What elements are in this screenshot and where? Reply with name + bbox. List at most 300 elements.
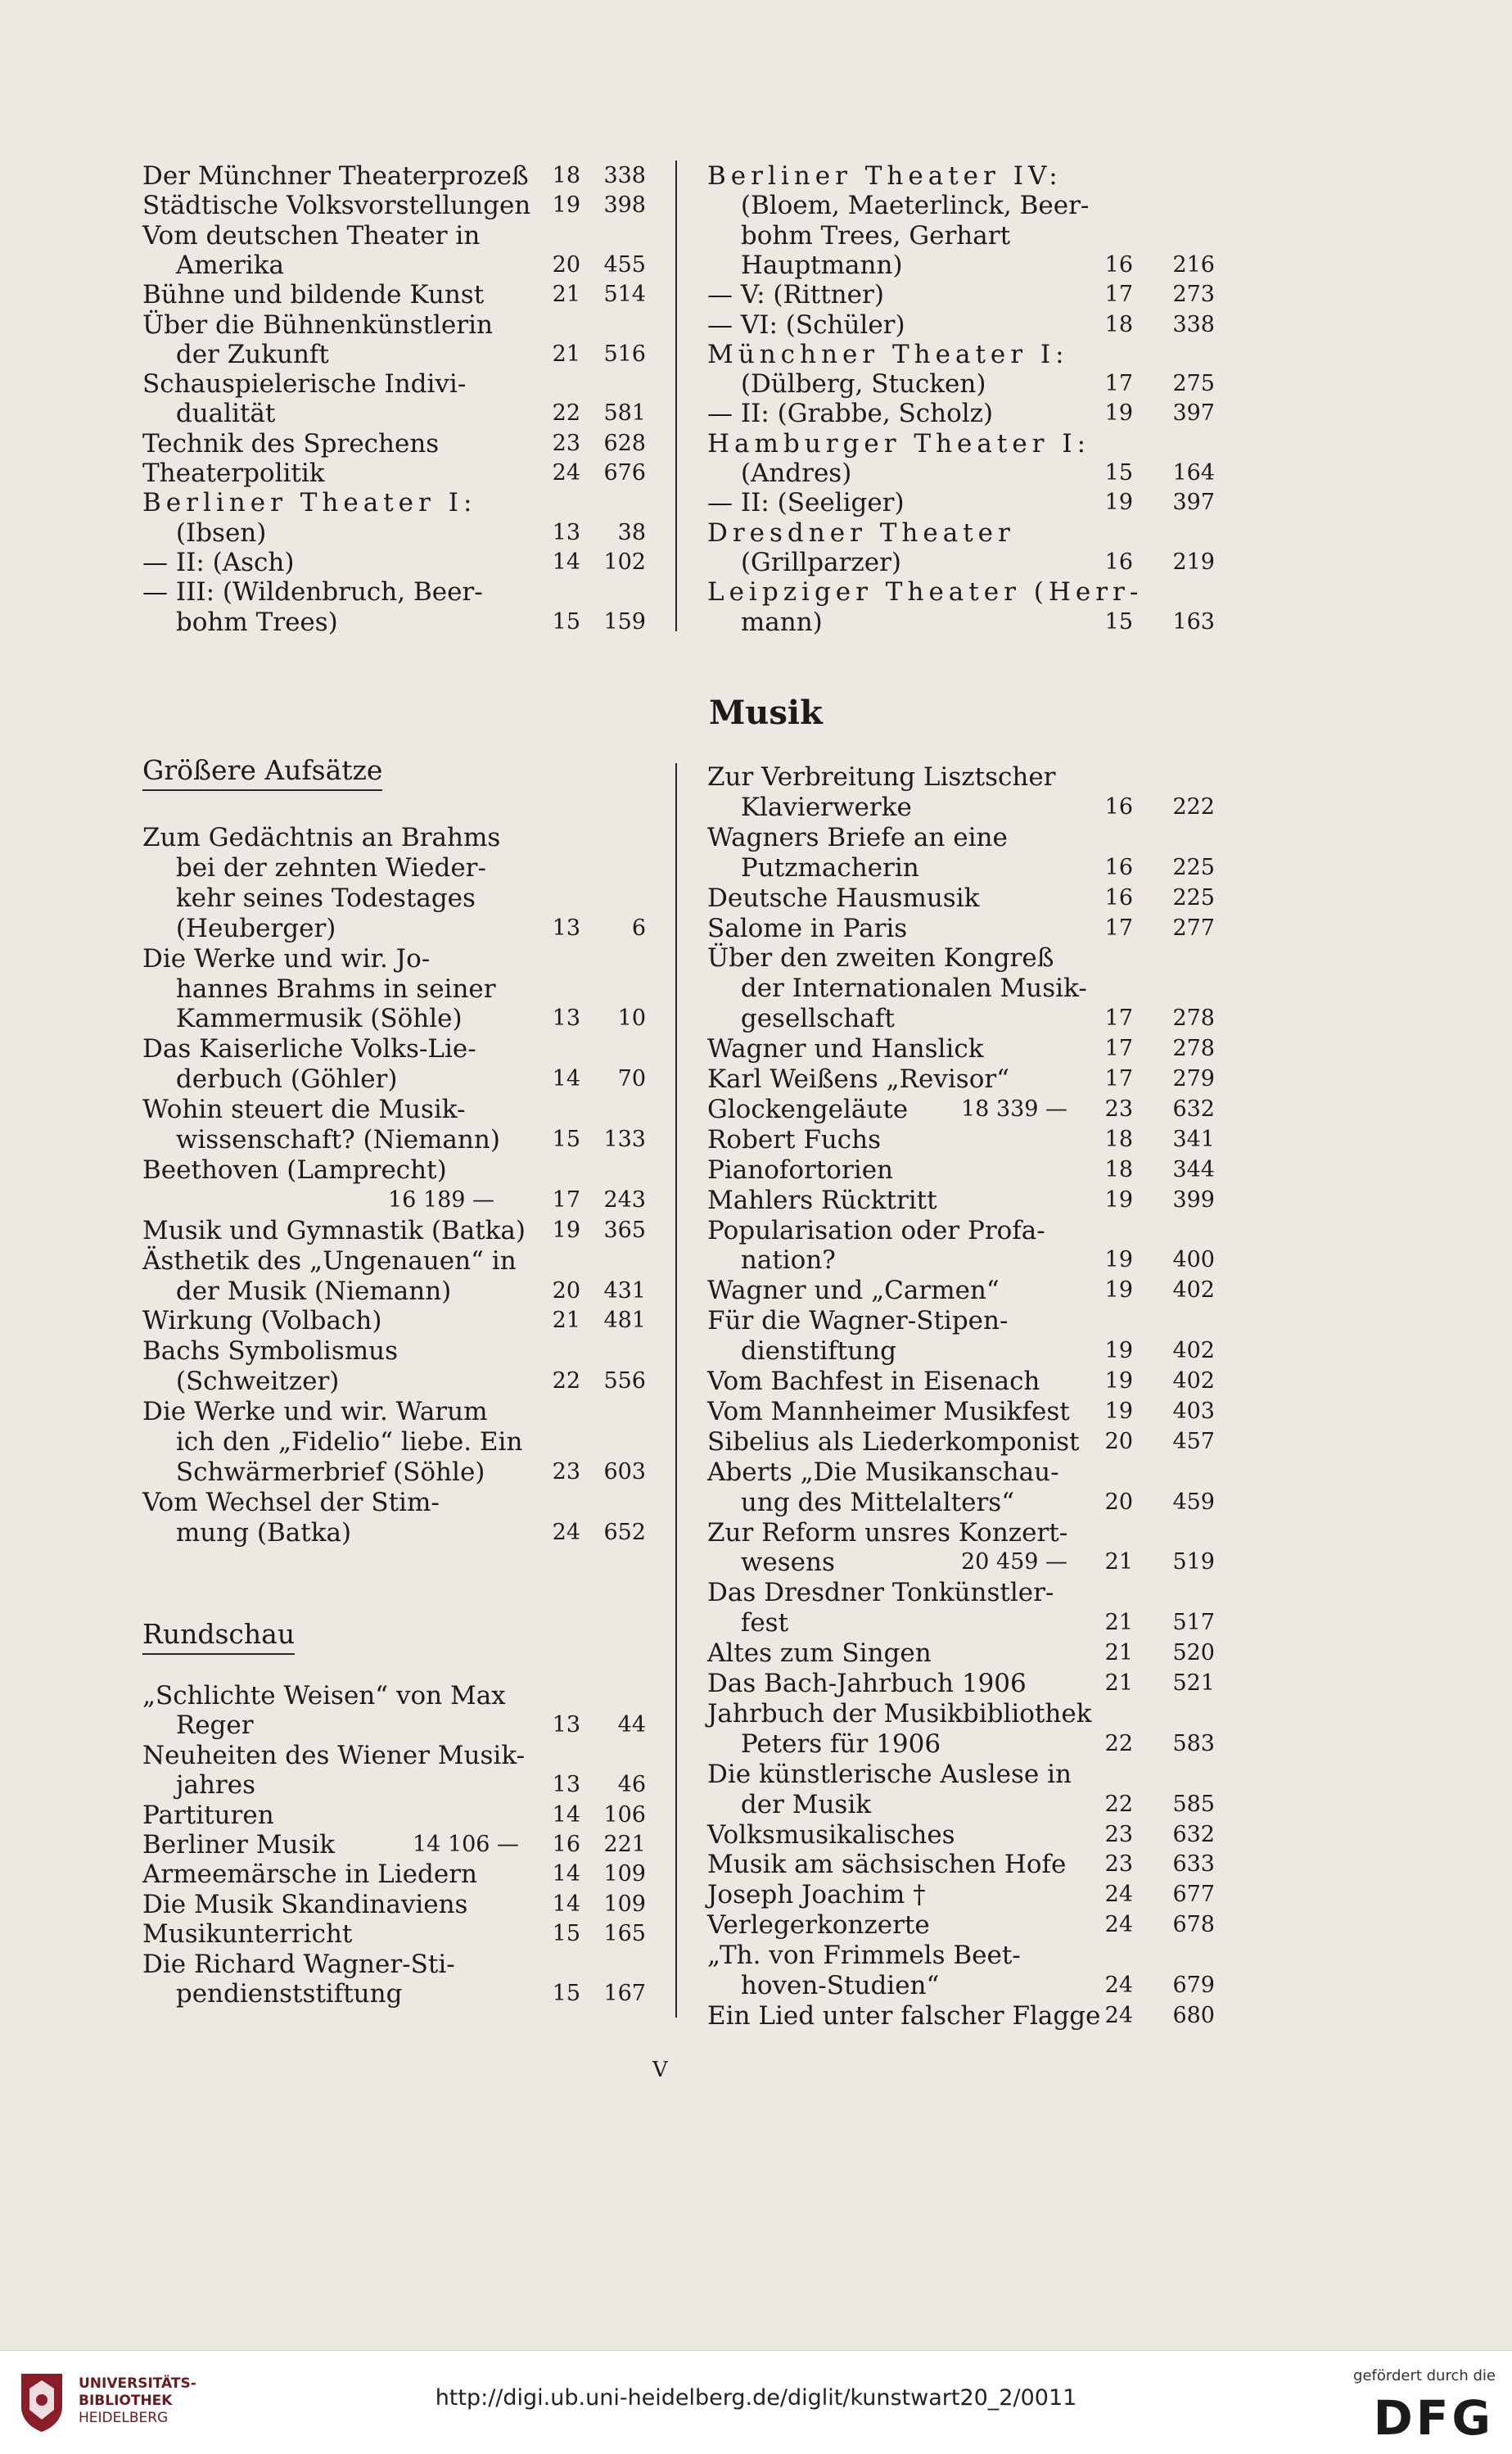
entry-page-number: 225 bbox=[1172, 854, 1215, 880]
entry-title: derbuch (Göhler) bbox=[142, 1064, 398, 1095]
entry-title: Robert Fuchs bbox=[707, 1124, 882, 1155]
index-entry bbox=[142, 1003, 740, 1034]
entry-issue-number: 19 bbox=[1104, 1368, 1133, 1394]
entry-title: Berliner Theater IV: bbox=[707, 161, 1063, 191]
entry-title: Vom Mannheimer Musikfest bbox=[707, 1396, 1070, 1426]
entry-title: Städtische Volksvorstellungen bbox=[142, 191, 531, 221]
entry-title: — V: (Rittner) bbox=[707, 280, 884, 310]
entry-title: Dresdner Theater bbox=[707, 517, 1015, 548]
entry-page-number: 583 bbox=[1172, 1730, 1215, 1756]
index-entry bbox=[142, 974, 740, 1005]
entry-range-start: 18 339 — bbox=[961, 1096, 1068, 1122]
index-entry bbox=[142, 1305, 740, 1336]
entry-issue-number: 15 bbox=[552, 1921, 580, 1947]
entry-issue-number: 21 bbox=[1104, 1640, 1133, 1666]
entry-title: Ein Lied unter falscher Flagge bbox=[707, 2000, 1101, 2031]
index-entry bbox=[707, 822, 1305, 853]
index-entry bbox=[142, 1276, 740, 1307]
entry-issue-number: 17 bbox=[1104, 1036, 1133, 1062]
entry-title: kehr seines Todestages bbox=[142, 883, 476, 913]
entry-title: — II: (Grabbe, Scholz) bbox=[707, 399, 994, 429]
entry-issue-number: 16 bbox=[1104, 251, 1133, 278]
entry-title: der Musik bbox=[707, 1789, 872, 1819]
entry-title: Armeemärsche in Liedern bbox=[142, 1860, 477, 1890]
entry-issue-number: 16 bbox=[1104, 549, 1133, 575]
index-entry bbox=[142, 607, 740, 638]
entry-title: der Internationalen Musik- bbox=[707, 974, 1087, 1004]
entry-title: Neuheiten des Wiener Musik- bbox=[142, 1740, 526, 1770]
entry-issue-number: 24 bbox=[1104, 1882, 1133, 1908]
entry-issue-number: 24 bbox=[1104, 2002, 1133, 2028]
entry-title: Aberts „Die Musikanschau- bbox=[707, 1457, 1059, 1487]
page-number: V bbox=[652, 2058, 668, 2082]
index-entry bbox=[142, 368, 740, 400]
entry-page-number: 680 bbox=[1172, 2002, 1215, 2028]
index-entry bbox=[707, 428, 1305, 459]
entry-issue-number: 22 bbox=[1104, 1791, 1133, 1817]
index-entry bbox=[142, 1426, 740, 1457]
entry-page-number: 399 bbox=[1172, 1186, 1215, 1213]
entry-page-number: 400 bbox=[1172, 1247, 1215, 1273]
entry-title: pendienststiftung bbox=[142, 1979, 403, 2009]
entry-page-number: 277 bbox=[1172, 915, 1215, 941]
index-entry bbox=[707, 1909, 1305, 1941]
index-entry bbox=[142, 1800, 740, 1831]
entry-page-number: 603 bbox=[603, 1458, 646, 1485]
entry-issue-number: 14 bbox=[552, 549, 580, 575]
index-entry bbox=[142, 339, 740, 370]
entry-issue-number: 23 bbox=[552, 1458, 580, 1485]
index-entry bbox=[707, 852, 1305, 884]
entry-title: Für die Wagner-Stipen- bbox=[707, 1306, 1009, 1336]
index-entry bbox=[707, 339, 1305, 370]
entry-title: jahres bbox=[142, 1770, 255, 1801]
entry-title: der Zukunft bbox=[142, 339, 329, 369]
entry-issue-number: 23 bbox=[552, 430, 580, 456]
index-entry bbox=[707, 762, 1305, 793]
index-entry bbox=[707, 1638, 1305, 1669]
entry-title: Die künstlerische Auslese in bbox=[707, 1759, 1072, 1789]
library-name-line-1: UNIVERSITÄTS- bbox=[79, 2375, 196, 2392]
entry-title: Bachs Symbolismus bbox=[142, 1336, 399, 1367]
entry-page-number: 520 bbox=[1172, 1640, 1215, 1666]
index-entry bbox=[142, 398, 740, 429]
entry-issue-number: 13 bbox=[552, 519, 580, 545]
index-entry bbox=[707, 1033, 1305, 1064]
entry-page-number: 397 bbox=[1172, 490, 1215, 516]
entry-issue-number: 23 bbox=[1104, 1821, 1133, 1847]
entry-title: Das Bach-Jahrbuch 1906 bbox=[707, 1669, 1027, 1698]
entry-title: Vom Bachfest in Eisenach bbox=[707, 1367, 1040, 1396]
index-entry bbox=[142, 1185, 740, 1216]
entry-issue-number: 19 bbox=[1104, 1398, 1133, 1424]
entry-page-number: 514 bbox=[603, 282, 646, 308]
entry-issue-number: 22 bbox=[1104, 1730, 1133, 1756]
entry-title: Die Richard Wagner-Sti- bbox=[142, 1949, 455, 1979]
entry-issue-number: 23 bbox=[1104, 1851, 1133, 1878]
entry-issue-number: 17 bbox=[552, 1186, 580, 1213]
index-entry bbox=[707, 1970, 1305, 2001]
entry-issue-number: 17 bbox=[1104, 915, 1133, 941]
index-entry bbox=[707, 1517, 1305, 1548]
index-entry bbox=[142, 1918, 740, 1950]
entry-page-number: 338 bbox=[1172, 311, 1215, 337]
entry-issue-number: 18 bbox=[1104, 1156, 1133, 1182]
entry-title: Zum Gedächtnis an Brahms bbox=[142, 823, 501, 852]
entry-title: (Bloem, Maeterlinck, Beer- bbox=[707, 191, 1090, 221]
entry-issue-number: 21 bbox=[552, 341, 580, 367]
entry-issue-number: 24 bbox=[1104, 1912, 1133, 1938]
entry-title: Vom Wechsel der Stim- bbox=[142, 1487, 440, 1517]
entry-page-number: 167 bbox=[603, 1981, 646, 2006]
entry-issue-number: 20 bbox=[1104, 1489, 1133, 1515]
entry-range-start: 14 106 — bbox=[413, 1832, 520, 1857]
entry-issue-number: 13 bbox=[552, 1006, 580, 1032]
entry-issue-number: 17 bbox=[1104, 282, 1133, 308]
entry-page-number: 398 bbox=[603, 192, 646, 219]
entry-title: Putzmacherin bbox=[707, 852, 919, 883]
entry-title: wesens bbox=[707, 1548, 835, 1578]
entry-title: Schwärmerbrief (Söhle) bbox=[142, 1457, 485, 1487]
index-entry bbox=[142, 1366, 740, 1397]
subhead-rundschau: Rundschau bbox=[142, 1617, 295, 1655]
index-entry bbox=[142, 1710, 740, 1741]
index-entry bbox=[707, 220, 1305, 251]
entry-issue-number: 18 bbox=[1104, 1126, 1133, 1152]
index-entry bbox=[707, 576, 1305, 608]
entry-issue-number: 19 bbox=[552, 1217, 580, 1243]
index-entry bbox=[707, 310, 1305, 341]
entry-title: Musikunterricht bbox=[142, 1919, 353, 1950]
entry-title: Bühne und bildende Kunst bbox=[142, 280, 485, 310]
index-entry bbox=[142, 458, 740, 489]
index-entry bbox=[707, 1305, 1305, 1336]
index-entry bbox=[142, 517, 740, 549]
entry-title: bei der zehnten Wieder- bbox=[142, 852, 486, 883]
library-name-line-2: BIBLIOTHEK bbox=[79, 2393, 173, 2409]
entry-issue-number: 19 bbox=[1104, 1247, 1133, 1273]
entry-page-number: 278 bbox=[1172, 1006, 1215, 1032]
entry-page-number: 519 bbox=[1172, 1549, 1215, 1575]
entry-title: (Schweitzer) bbox=[142, 1367, 340, 1397]
index-entry bbox=[707, 1215, 1305, 1246]
entry-page-number: 517 bbox=[1172, 1610, 1215, 1636]
entry-page-number: 222 bbox=[1172, 793, 1215, 820]
entry-issue-number: 21 bbox=[552, 282, 580, 308]
entry-title: Klavierwerke bbox=[707, 792, 912, 822]
entry-issue-number: 22 bbox=[552, 400, 580, 427]
index-entry bbox=[707, 1607, 1305, 1638]
entry-page-number: 221 bbox=[603, 1832, 646, 1857]
index-entry bbox=[142, 1064, 740, 1095]
index-entry bbox=[707, 1849, 1305, 1880]
index-entry bbox=[142, 1829, 740, 1860]
entry-page-number: 341 bbox=[1172, 1126, 1215, 1152]
entry-issue-number: 20 bbox=[552, 1277, 580, 1304]
viewer-footer bbox=[0, 2350, 1512, 2454]
entry-issue-number: 24 bbox=[1104, 1973, 1133, 1998]
entry-page-number: 278 bbox=[1172, 1036, 1215, 1062]
index-entry bbox=[142, 1740, 740, 1771]
entry-title: hoven-Studien“ bbox=[707, 1971, 940, 2000]
entry-issue-number: 21 bbox=[1104, 1670, 1133, 1696]
entry-title: Popularisation oder Profa- bbox=[707, 1215, 1045, 1245]
index-entry bbox=[142, 576, 740, 608]
entry-issue-number: 16 bbox=[1104, 793, 1133, 820]
index-entry bbox=[142, 822, 740, 853]
index-entry bbox=[707, 1396, 1305, 1427]
index-entry bbox=[142, 279, 740, 310]
index-entry bbox=[142, 1245, 740, 1277]
index-entry bbox=[142, 220, 740, 251]
index-entry bbox=[142, 1215, 740, 1246]
index-entry bbox=[707, 1547, 1305, 1578]
index-entry bbox=[707, 547, 1305, 578]
index-entry bbox=[707, 1668, 1305, 1699]
entry-page-number: 273 bbox=[1172, 282, 1215, 308]
entry-issue-number: 19 bbox=[552, 192, 580, 219]
entry-title: (Grillparzer) bbox=[707, 547, 902, 577]
entry-title: Berliner Musik bbox=[142, 1830, 336, 1860]
index-entry bbox=[142, 310, 740, 341]
entry-title: Wagners Briefe an eine bbox=[707, 822, 1008, 852]
index-entry bbox=[707, 1185, 1305, 1216]
index-entry bbox=[707, 1729, 1305, 1760]
entry-title: — VI: (Schüler) bbox=[707, 310, 905, 340]
index-entry bbox=[707, 1335, 1305, 1367]
entry-title: Die Werke und wir. Warum bbox=[142, 1397, 488, 1427]
entry-title: ich den „Fidelio“ liebe. Ein bbox=[142, 1427, 523, 1457]
entry-issue-number: 20 bbox=[552, 251, 580, 278]
entry-title: mung (Batka) bbox=[142, 1517, 352, 1548]
entry-title: Technik des Sprechens bbox=[142, 428, 440, 459]
entry-title: (Dülberg, Stucken) bbox=[707, 369, 986, 400]
index-entry bbox=[142, 1396, 740, 1427]
entry-title: Wagner und Hanslick bbox=[707, 1034, 984, 1064]
entry-issue-number: 17 bbox=[1104, 371, 1133, 397]
entry-page-number: 165 bbox=[603, 1921, 646, 1947]
entry-title: Karl Weißens „Revisor“ bbox=[707, 1064, 1010, 1094]
entry-issue-number: 18 bbox=[552, 163, 580, 188]
entry-page-number: 481 bbox=[603, 1308, 646, 1334]
index-entry bbox=[707, 973, 1305, 1004]
column-divider-bottom bbox=[675, 763, 677, 2018]
entry-issue-number: 14 bbox=[552, 1861, 580, 1887]
index-entry bbox=[142, 1978, 740, 2009]
entry-issue-number: 24 bbox=[552, 460, 580, 486]
index-entry bbox=[707, 190, 1305, 221]
entry-page-number: 676 bbox=[603, 460, 646, 486]
entry-title: Deutsche Hausmusik bbox=[707, 883, 980, 913]
index-entry bbox=[142, 1889, 740, 1920]
entry-title: (Heuberger) bbox=[142, 913, 336, 943]
entry-page-number: 678 bbox=[1172, 1912, 1215, 1938]
entry-title: fest bbox=[707, 1608, 789, 1638]
entry-page-number: 225 bbox=[1172, 884, 1215, 911]
entry-title: Glockengeläute bbox=[707, 1094, 909, 1124]
entry-issue-number: 17 bbox=[1104, 1066, 1133, 1091]
entry-title: Hauptmann) bbox=[707, 250, 903, 280]
entry-issue-number: 18 bbox=[1104, 311, 1133, 337]
entry-title: dienstiftung bbox=[707, 1336, 896, 1367]
entry-issue-number: 21 bbox=[1104, 1549, 1133, 1575]
index-entry bbox=[707, 160, 1305, 192]
entry-title: ung des Mittelalters“ bbox=[707, 1487, 1015, 1517]
entry-title: — III: (Wildenbruch, Beer- bbox=[142, 577, 483, 608]
entry-page-number: 216 bbox=[1172, 251, 1215, 278]
entry-title: Musik und Gymnastik (Batka) bbox=[142, 1215, 526, 1245]
entry-page-number: 459 bbox=[1172, 1489, 1215, 1515]
entry-page-number: 109 bbox=[603, 1861, 646, 1887]
entry-page-number: 402 bbox=[1172, 1368, 1215, 1394]
index-entry bbox=[707, 250, 1305, 281]
index-entry bbox=[707, 1879, 1305, 1910]
entry-page-number: 44 bbox=[617, 1712, 646, 1738]
index-entry bbox=[142, 913, 740, 944]
entry-title: Die Werke und wir. Jo- bbox=[142, 943, 431, 974]
entry-page-number: 38 bbox=[617, 519, 646, 545]
index-entry bbox=[142, 1487, 740, 1518]
index-entry bbox=[707, 1759, 1305, 1790]
index-entry bbox=[142, 428, 740, 459]
index-entry bbox=[142, 1859, 740, 1890]
entry-title: Zur Reform unsres Konzert- bbox=[707, 1517, 1068, 1548]
entry-title: bohm Trees) bbox=[142, 607, 338, 637]
entry-issue-number: 15 bbox=[1104, 608, 1133, 635]
entry-page-number: 397 bbox=[1172, 400, 1215, 427]
index-entry bbox=[707, 942, 1305, 974]
entry-issue-number: 22 bbox=[552, 1368, 580, 1394]
entry-page-number: 109 bbox=[603, 1891, 646, 1917]
entry-title: nation? bbox=[707, 1245, 836, 1276]
entry-issue-number: 14 bbox=[552, 1891, 580, 1917]
index-entry bbox=[707, 607, 1305, 638]
index-entry bbox=[707, 1789, 1305, 1820]
entry-title: — II: (Seeliger) bbox=[707, 488, 905, 518]
entry-title: Zur Verbreitung Lisztscher bbox=[707, 762, 1056, 792]
index-entry bbox=[707, 2000, 1305, 2031]
entry-issue-number: 15 bbox=[1104, 460, 1133, 486]
index-entry bbox=[707, 1094, 1305, 1125]
entry-title: wissenschaft? (Niemann) bbox=[142, 1125, 500, 1155]
index-entry bbox=[707, 458, 1305, 489]
index-entry bbox=[142, 190, 740, 221]
index-entry bbox=[142, 1124, 740, 1155]
index-entry bbox=[707, 1426, 1305, 1457]
index-entry bbox=[707, 368, 1305, 400]
entry-issue-number: 19 bbox=[1104, 1277, 1133, 1304]
entry-title: Mahlers Rücktritt bbox=[707, 1185, 937, 1215]
entry-issue-number: 16 bbox=[1104, 854, 1133, 880]
entry-title: Beethoven (Lamprecht) bbox=[142, 1155, 447, 1185]
entry-issue-number: 14 bbox=[552, 1066, 580, 1092]
entry-title: Volksmusikalisches bbox=[707, 1819, 955, 1850]
document-url-link[interactable]: http://digi.ub.uni-heidelberg.de/diglit/kunstwart20_2/0011 bbox=[435, 2385, 1077, 2411]
entry-title: bohm Trees, Gerhart bbox=[707, 220, 1011, 251]
entry-page-number: 652 bbox=[603, 1519, 646, 1545]
entry-page-number: 556 bbox=[603, 1368, 646, 1394]
entry-title: Jahrbuch der Musikbibliothek bbox=[707, 1698, 1092, 1729]
entry-issue-number: 13 bbox=[552, 1712, 580, 1738]
entry-title: Peters für 1906 bbox=[707, 1729, 941, 1759]
index-entry bbox=[707, 1819, 1305, 1851]
entry-title: Berliner Theater I: bbox=[142, 488, 477, 518]
entry-page-number: 633 bbox=[1172, 1851, 1215, 1878]
entry-title: Münchner Theater I: bbox=[707, 339, 1069, 369]
index-entry bbox=[142, 1335, 740, 1367]
index-entry bbox=[707, 1577, 1305, 1608]
index-entry bbox=[142, 250, 740, 281]
entry-issue-number: 15 bbox=[552, 1981, 580, 2006]
entry-issue-number: 24 bbox=[552, 1519, 580, 1545]
entry-page-number: 106 bbox=[603, 1801, 646, 1828]
entry-page-number: 402 bbox=[1172, 1338, 1215, 1364]
entry-title: Vom deutschen Theater in bbox=[142, 220, 481, 251]
index-entry bbox=[142, 547, 740, 578]
entry-title: mann) bbox=[707, 607, 823, 637]
entry-issue-number: 13 bbox=[552, 915, 580, 941]
entry-title: — II: (Asch) bbox=[142, 547, 295, 577]
index-entry bbox=[707, 792, 1305, 823]
entry-issue-number: 19 bbox=[1104, 1186, 1133, 1213]
index-entry bbox=[707, 1245, 1305, 1276]
entry-title: Theaterpolitik bbox=[142, 459, 325, 488]
index-entry bbox=[142, 487, 740, 518]
entry-issue-number: 20 bbox=[1104, 1428, 1133, 1454]
entry-title: Musik am sächsischen Hofe bbox=[707, 1850, 1067, 1880]
entry-page-number: 279 bbox=[1172, 1066, 1215, 1091]
entry-issue-number: 15 bbox=[552, 1127, 580, 1152]
entry-title: Hamburger Theater I: bbox=[707, 428, 1091, 459]
index-entry bbox=[707, 1064, 1305, 1095]
entry-page-number: 219 bbox=[1172, 549, 1215, 575]
index-entry bbox=[707, 279, 1305, 310]
entry-page-number: 628 bbox=[603, 430, 646, 456]
index-entry bbox=[707, 1155, 1305, 1186]
entry-page-number: 6 bbox=[631, 915, 646, 941]
entry-issue-number: 17 bbox=[1104, 1006, 1133, 1032]
entry-title: Der Münchner Theaterprozeß bbox=[142, 161, 529, 191]
entry-page-number: 46 bbox=[617, 1772, 646, 1798]
entry-issue-number: 19 bbox=[1104, 1338, 1133, 1364]
entry-page-number: 159 bbox=[603, 608, 646, 635]
entry-issue-number: 15 bbox=[552, 608, 580, 635]
index-entry bbox=[142, 883, 740, 914]
entry-page-number: 679 bbox=[1172, 1973, 1215, 1998]
entry-page-number: 403 bbox=[1172, 1398, 1215, 1424]
section-title-musik: Musik bbox=[709, 694, 823, 732]
index-entry bbox=[707, 487, 1305, 518]
entry-title: (Ibsen) bbox=[142, 517, 267, 548]
entry-page-number: 243 bbox=[603, 1186, 646, 1213]
index-entry bbox=[707, 1366, 1305, 1397]
entry-range-start: 20 459 — bbox=[961, 1549, 1068, 1575]
entry-title: Pianofortorien bbox=[707, 1155, 894, 1185]
index-entry bbox=[707, 517, 1305, 549]
entry-issue-number: 14 bbox=[552, 1801, 580, 1828]
index-entry bbox=[707, 1698, 1305, 1729]
index-entry bbox=[142, 1155, 740, 1186]
entry-title: dualität bbox=[142, 399, 276, 429]
entry-title: der Musik (Niemann) bbox=[142, 1276, 452, 1306]
entry-page-number: 275 bbox=[1172, 371, 1215, 397]
entry-title: Das Dresdner Tonkünstler- bbox=[707, 1578, 1054, 1608]
column-divider-top bbox=[675, 160, 677, 631]
entry-title: Wagner und „Carmen“ bbox=[707, 1276, 1000, 1306]
entry-title: hannes Brahms in seiner bbox=[142, 974, 496, 1004]
entry-page-number: 163 bbox=[1172, 608, 1215, 635]
entry-page-number: 338 bbox=[603, 163, 646, 188]
